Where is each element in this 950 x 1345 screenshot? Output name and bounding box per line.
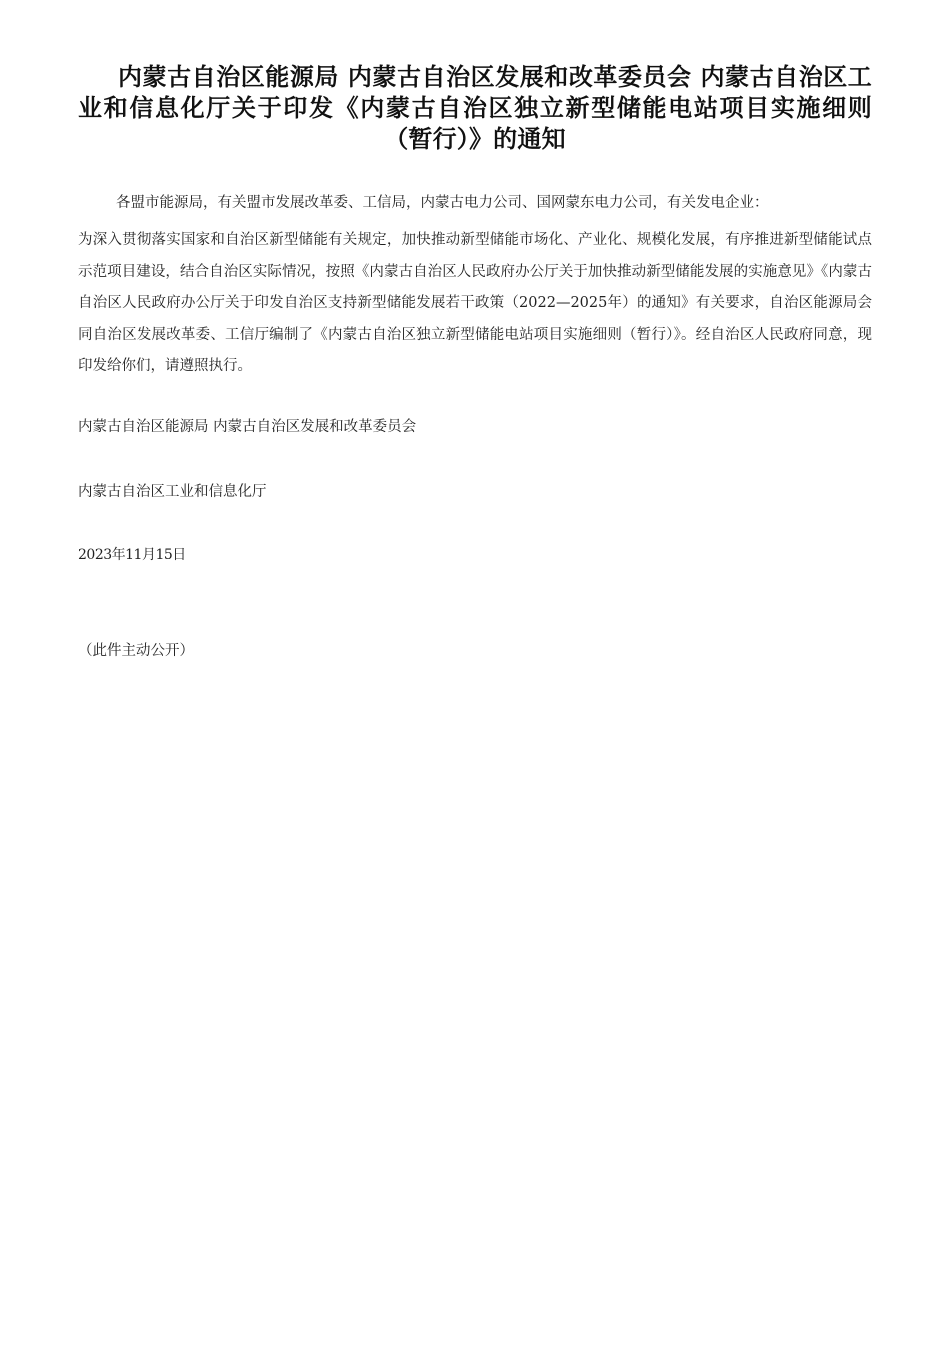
- issue-date: 2023年11月15日: [78, 547, 186, 563]
- disclosure-note: （此件主动公开）: [78, 643, 194, 659]
- body-paragraph: 为深入贯彻落实国家和自治区新型储能有关规定，加快推动新型储能市场化、产业化、规模化发展，有序推进新型储能试点示范项目建设，结合自治区实际情况，按照《内蒙古自治区人民政府办公厅关于加快推动新型储能发展的实施意见》《内蒙古自治区人民政府办公厅关于印发自治区支持新型储能发展若干政策（2022—2025年）的通知》有关要求，自治区能源局会同自治区发展改革委、工信厅编制了《内蒙古自治区独立新型储能电站项目实施细则（暂行）》。经自治区人民政府同意，现印发给你们，请遵照执行。: [78, 232, 872, 374]
- issuer-signature-line-1: 内蒙古自治区能源局 内蒙古自治区发展和改革委员会: [78, 419, 417, 435]
- issuer-signature-line-2: 内蒙古自治区工业和信息化厅: [78, 484, 267, 500]
- document-title: 内蒙古自治区能源局 内蒙古自治区发展和改革委员会 内蒙古自治区工业和信息化厅关于印发《内蒙古自治区独立新型储能电站项目实施细则（暂行）》的通知: [78, 63, 872, 153]
- salutation: 各盟市能源局，有关盟市发展改革委、工信局，内蒙古电力公司、国网蒙东电力公司，有关发电企业：: [116, 195, 769, 211]
